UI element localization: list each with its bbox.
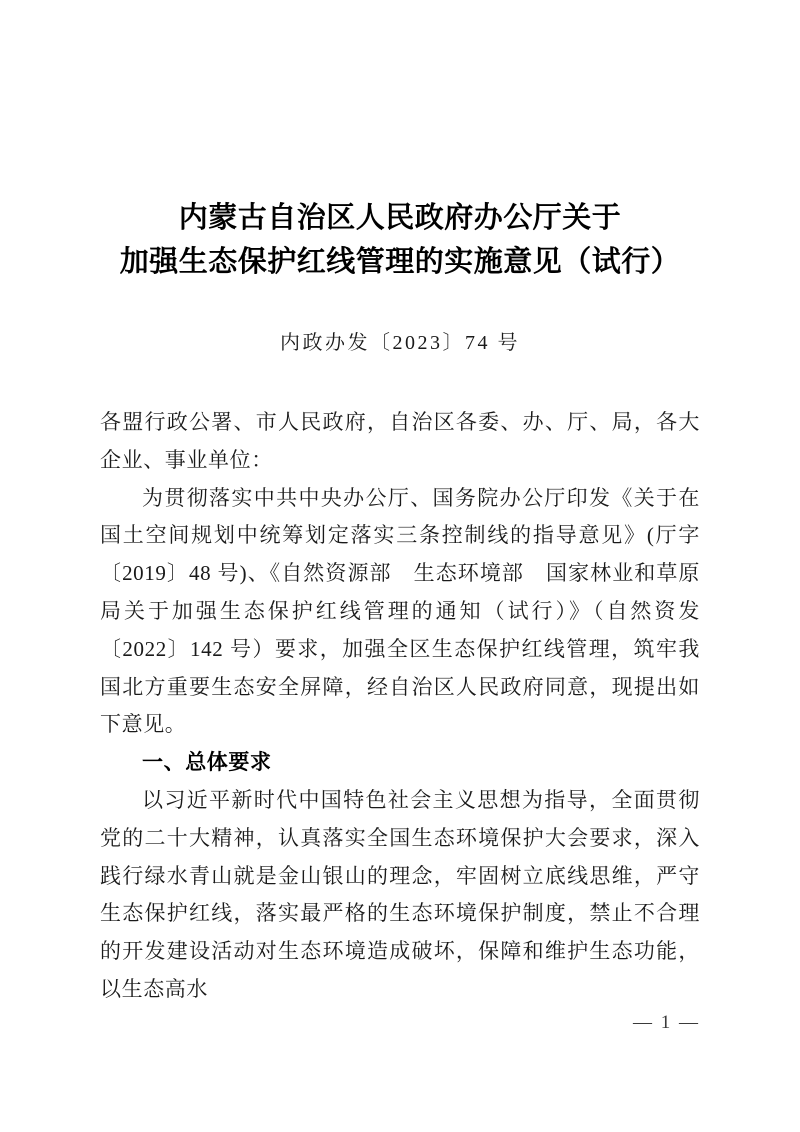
section-body-overall-requirements: 以习近平新时代中国特色社会主义思想为指导，全面贯彻党的二十大精神，认真落实全国生态环境保护大会要求，深入践行绿水青山就是金山银山的理念，牢固树立底线思维，严守生态保护红线，落实最严格的生态环境保护制度，禁止不合理的开发建设活动对生态环境造成破坏，保障和维护生态功能，以生态高水	[100, 787, 700, 1001]
document-title	[0, 196, 800, 284]
section-heading-overall-requirements: 一、总体要求	[142, 751, 272, 775]
page-number: — 1 —	[633, 1012, 700, 1033]
document-body	[100, 404, 700, 1009]
document-serial-number: 内政办发〔2023〕74 号	[280, 332, 520, 354]
document-title-line-1: 内蒙古自治区人民政府办公厅关于	[178, 202, 622, 234]
background-paragraph: 为贯彻落实中共中央办公厅、国务院办公厅印发《关于在国土空间规划中统筹划定落实三条控制线的指导意见》(厅字〔2019〕48 号)、《自然资源部 生态环境部 国家林业和草原局关于加强生态保护红线管理的通知（试行）》（自然资发〔2022〕142 号）要求，加强全区生态保护红线管理，筑牢我国北方重要生态安全屏障，经自治区人民政府同意，现提出如下意见。	[100, 485, 700, 737]
salutation-paragraph: 各盟行政公署、市人民政府，自治区各委、办、厅、局，各大企业、事业单位：	[100, 410, 700, 472]
document-title-line-2: 加强生态保护红线管理的实施意见（试行）	[119, 246, 681, 278]
